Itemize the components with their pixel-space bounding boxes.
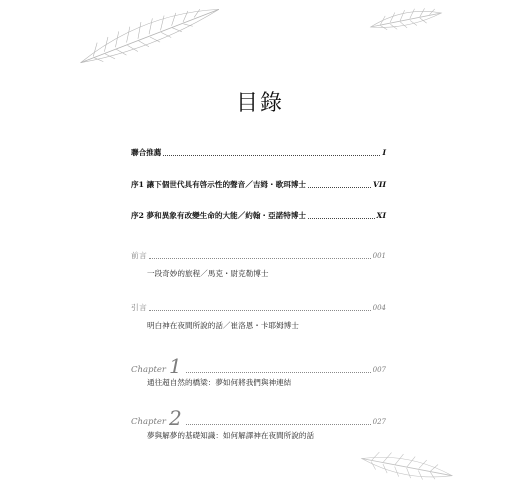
toc-leader-dots	[186, 423, 371, 425]
toc-leader-dots	[308, 186, 371, 188]
toc-section-label: 引言	[131, 303, 148, 312]
chapter-word: Chapter	[131, 365, 166, 375]
toc-chapter-1[interactable]	[131, 354, 386, 378]
toc-leader-dots	[163, 154, 380, 156]
chapter-word: Chapter	[131, 417, 166, 427]
toc-entry-page: VII	[373, 180, 386, 189]
toc-entry-page: XI	[376, 211, 386, 220]
toc-section-page: 001	[372, 252, 386, 260]
toc-section-page: 004	[372, 304, 386, 312]
toc-entry-label: 序2 夢和異象有改變生命的大能／約翰・亞諾特博士	[131, 211, 306, 220]
toc-leader-dots	[149, 309, 370, 311]
toc-section-page: 027	[372, 418, 386, 426]
chapter-number: 2	[169, 406, 182, 430]
toc-entry-preface-1[interactable]	[131, 180, 386, 190]
toc-entry-preface-2[interactable]	[131, 211, 386, 221]
toc-section-page: 007	[372, 366, 386, 374]
toc-leader-dots	[186, 371, 371, 373]
toc-leader-dots	[308, 217, 375, 219]
toc-entry-page: I	[382, 148, 386, 157]
toc-section-subtitle: 通往超自然的橋梁：夢如何將我們與神連結	[147, 378, 292, 387]
toc-section-subtitle: 夢與解夢的基礎知識：如何解譯神在夜間所說的話	[147, 431, 315, 440]
toc-chapter-2[interactable]	[131, 406, 386, 430]
toc-section-label: 前言	[131, 251, 148, 260]
page-title: 目錄	[235, 91, 284, 116]
toc-entry-label: 序1 讓下個世代具有啓示性的聲音／吉姆・歌珥博士	[131, 180, 306, 189]
toc-leader-dots	[149, 257, 370, 259]
feather-bottom-right-icon	[356, 446, 456, 496]
toc-section-foreword[interactable]	[131, 251, 386, 261]
toc-entry-label: 聯合推薦	[131, 148, 162, 157]
feather-top-left-icon	[70, 2, 230, 72]
toc-section-introduction[interactable]	[131, 303, 386, 313]
chapter-number: 1	[169, 354, 182, 378]
toc-section-subtitle: 明白神在夜間所說的話／崔洛恩・卡耶姆博士	[147, 321, 299, 330]
toc-section-subtitle: 一段奇妙的旅程／馬克・尉克勒博士	[147, 269, 269, 278]
feather-top-right-icon	[366, 4, 446, 36]
toc-entry-recommendations[interactable]	[131, 148, 386, 158]
